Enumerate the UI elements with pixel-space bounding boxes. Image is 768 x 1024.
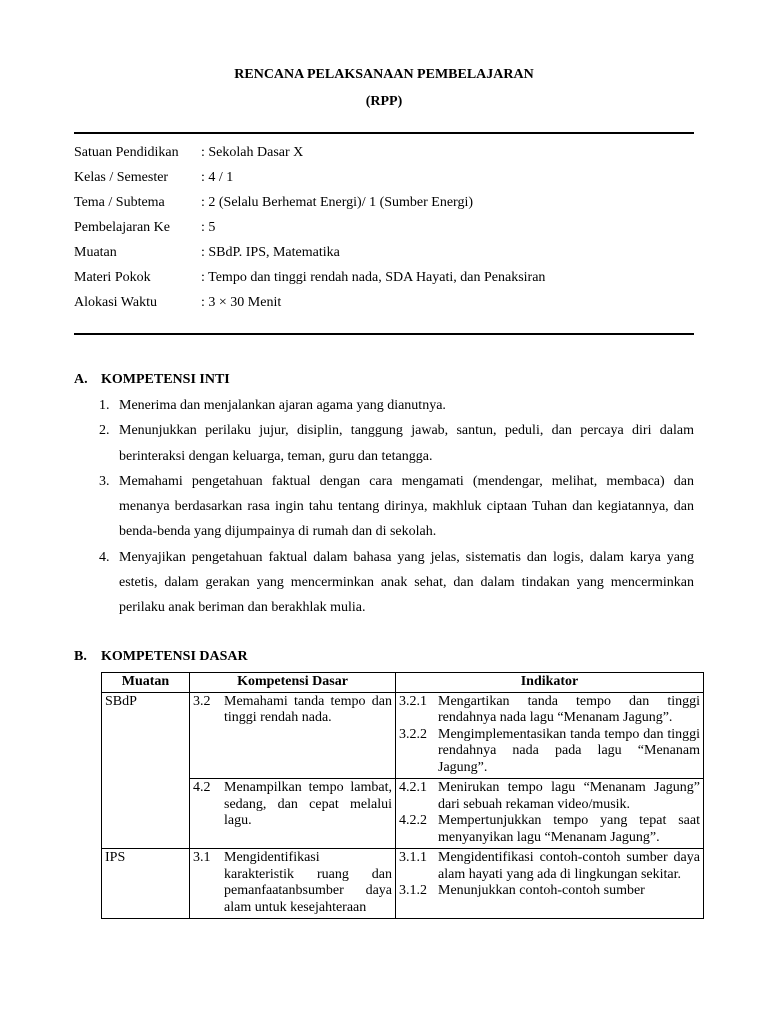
- indicator-number: 3.1.2: [399, 883, 427, 898]
- section-title: KOMPETENSI INTI: [101, 372, 230, 387]
- section-a-heading: [74, 370, 230, 390]
- indicator-number: 4.2.1: [399, 780, 427, 795]
- info-label: Pembelajaran Ke: [74, 220, 171, 235]
- bottom-divider: [74, 333, 694, 335]
- section-letter: B.: [74, 649, 87, 664]
- kd-number: 3.1: [193, 850, 211, 865]
- info-value: : SBdP. IPS, Matematika: [201, 245, 340, 260]
- indicator-text: Menunjukkan contoh-contoh sumber: [438, 883, 645, 898]
- list-item-number: 3.: [99, 473, 110, 489]
- info-label: Materi Pokok: [74, 270, 151, 285]
- info-value: : 4 / 1: [201, 170, 234, 185]
- table-header-row: [102, 673, 704, 693]
- indicator-number: 3.2.2: [399, 726, 427, 742]
- indikator-cell: [396, 779, 704, 849]
- indicator-text: Menirukan tempo lagu “Menanam Jagung” dari sebuah rekaman video/musik.: [438, 780, 700, 812]
- info-label: Satuan Pendidikan: [74, 145, 179, 160]
- kd-cell: [190, 849, 396, 919]
- muatan-cell: SBdP: [102, 692, 190, 849]
- list-item: [99, 469, 694, 545]
- list-item: [99, 545, 694, 621]
- info-label: Muatan: [74, 245, 117, 260]
- document-title: RENCANA PELAKSANAAN PEMBELAJARAN: [234, 67, 534, 82]
- kompetensi-inti-list: [99, 393, 694, 621]
- info-value: : Tempo dan tinggi rendah nada, SDA Hayati, dan Penaksiran: [201, 270, 546, 285]
- document-subtitle: (RPP): [365, 94, 403, 109]
- kd-text: Memahami tanda tempo dan tinggi rendah nada.: [224, 693, 392, 725]
- muatan-cell: IPS: [102, 849, 190, 919]
- info-label: Kelas / Semester: [74, 170, 169, 185]
- column-header-muatan: Muatan: [102, 673, 190, 693]
- list-item-text: Menyajikan pengetahuan faktual dalam bahasa yang jelas, sistematis dan logis, dalam karya yang estetis, dalam gerakan yang mencerminkan anak sehat, dan dalam tindakan yang mencerminkan perilaku anak beriman dan berakhlak mulia.: [119, 549, 694, 616]
- info-label: Tema / Subtema: [74, 195, 165, 210]
- indicator-text: Mengartikan tanda tempo dan tinggi rendahnya nada lagu “Menanam Jagung”.: [438, 693, 700, 725]
- table-row: [102, 779, 704, 849]
- info-value: : Sekolah Dasar X: [201, 145, 304, 160]
- kd-cell: [190, 692, 396, 779]
- list-item-number: 4.: [99, 549, 110, 565]
- indicator-number: 3.2.1: [399, 693, 427, 709]
- info-value: : 5: [201, 220, 216, 235]
- list-item-number: 1.: [99, 398, 110, 413]
- list-item-text: Menerima dan menjalankan ajaran agama yang dianutnya.: [119, 398, 446, 413]
- indicator-text: Mempertunjukkan tempo yang tepat saat menyanyikan lagu “Menanam Jagung”.: [438, 813, 700, 845]
- kd-text: Menampilkan tempo lambat, sedang, dan cepat melalui lagu.: [224, 780, 392, 828]
- indikator-cell: [396, 849, 704, 919]
- indicator-number: 4.2.2: [399, 813, 427, 828]
- column-header-kompetensi-dasar: Kompetensi Dasar: [190, 673, 396, 693]
- section-letter: A.: [74, 372, 88, 387]
- section-title: KOMPETENSI DASAR: [101, 649, 248, 664]
- kd-cell: [190, 779, 396, 849]
- info-label: Alokasi Waktu: [74, 295, 157, 310]
- section-b-heading: [74, 647, 248, 667]
- indicator-number: 3.1.1: [399, 850, 427, 865]
- indicator-text: Mengidentifikasi contoh-contoh sumber daya alam hayati yang ada di lingkungan sekitar.: [438, 850, 700, 882]
- indicator-text: Mengimplementasikan tanda tempo dan tinggi rendahnya nada pada lagu “Menanam Jagung”.: [438, 726, 700, 775]
- info-value: : 2 (Selalu Berhemat Energi)/ 1 (Sumber Energi): [201, 195, 474, 210]
- kd-number: 4.2: [193, 780, 211, 795]
- info-value: : 3 × 30 Menit: [201, 295, 282, 310]
- indikator-cell: [396, 692, 704, 779]
- table-row: [102, 692, 704, 779]
- column-header-indikator: Indikator: [396, 673, 704, 693]
- list-item-number: 2.: [99, 423, 110, 439]
- list-item-text: Menunjukkan perilaku jujur, disiplin, tanggung jawab, santun, peduli, dan percaya diri dalam berinteraksi dengan keluarga, teman, guru dan tetangga.: [119, 423, 694, 464]
- table-row: [102, 849, 704, 919]
- kd-number: 3.2: [193, 693, 211, 709]
- list-item-text: Memahami pengetahuan faktual dengan cara mengamati (mendengar, melihat, membaca) dan menanya berdasarkan rasa ingin tahu tentang dirinya, makhluk ciptaan Tuhan dan kegiatannya, dan benda-benda yang dijumpainya di rumah dan di sekolah.: [119, 473, 694, 540]
- list-item: [99, 418, 694, 469]
- list-item: [99, 393, 694, 418]
- kompetensi-dasar-table: [101, 672, 704, 919]
- top-divider: [74, 132, 694, 134]
- kd-text: Mengidentifikasi karakteristik ruang dan pemanfaatanbsumber daya alam untuk kesejahteraan: [224, 850, 392, 915]
